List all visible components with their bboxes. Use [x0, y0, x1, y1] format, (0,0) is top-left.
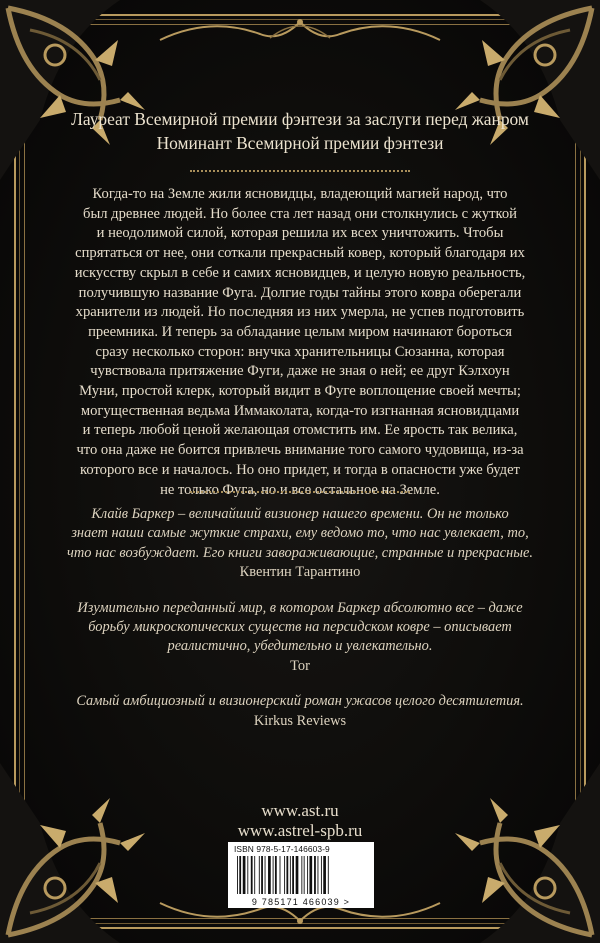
synopsis-line: что она даже не боится привлечь внимание того самого чудовища, из-за: [76, 442, 524, 459]
corner-ornament-icon: [0, 763, 180, 943]
quote-line: реалистично, убедительно и увлекательно.: [167, 638, 433, 655]
quote-line: Клайв Баркер – величайший визионер нашего времени. Он не только: [91, 506, 509, 522]
synopsis-text: [70, 185, 530, 500]
synopsis-line: хранители из людей. Но последняя из них умерла, не успев подготовить: [75, 304, 525, 321]
synopsis-line: сразу несколько сторон: внучка хранительницы Сюзанна, которая: [95, 343, 505, 360]
synopsis-line: получившую название Фуга. Долгие годы тайны этого ковра оберегали: [78, 284, 522, 301]
website-link[interactable]: www.astrel-spb.ru: [237, 821, 363, 840]
synopsis-line: был древнее людей. Но более ста лет назад они столкнулись с жуткой: [83, 205, 517, 222]
quote-attribution: Tor: [290, 657, 310, 674]
quote-attribution: Kirkus Reviews: [253, 712, 347, 729]
synopsis-line: Когда-то на Земле жили ясновидцы, владеющий магией народ, что: [92, 186, 508, 202]
quote-line: Изумительно переданный мир, в котором Баркер абсолютно все – даже: [77, 599, 523, 616]
synopsis-line: могущественная ведьма Иммаколата, когда-то изгнанная ясновидцами: [80, 402, 520, 419]
quote-line: что нас возбуждает. Его книги завораживающие, странные и прекрасные.: [67, 544, 533, 561]
synopsis-line: спрятаться от нее, они соткали прекрасный ковер, который благодаря их: [75, 245, 525, 262]
synopsis-line: и неодолимой силой, которая решила их всех уничтожить. Чтобы: [96, 225, 504, 242]
website-link[interactable]: www.ast.ru: [261, 801, 339, 820]
synopsis-line: искусству скрыл в себе и самих ясновидцев, и целую новую реальность,: [74, 264, 526, 281]
quote-attribution: Квентин Тарантино: [239, 564, 361, 581]
dotted-divider: [190, 170, 410, 178]
review-quote: [52, 505, 548, 563]
quote-line: знает наши самые жуткие страхи, ему ведомо то, что нас увлекает, то,: [71, 525, 529, 542]
synopsis-line: Муни, простой клерк, который видит в Фуге воплощение своей мечты;: [79, 383, 521, 400]
isbn-text: ISBN 978-5-17-146603-9: [234, 844, 330, 854]
quote-line: борьбу микроскопических существ на персидском ковре – описывает: [88, 619, 512, 636]
award-line: Номинант Всемирной премии фэнтези: [156, 133, 444, 153]
dotted-divider: [190, 491, 410, 499]
award-line: Лауреат Всемирной премии фэнтези за заслуги перед жанром: [71, 109, 529, 129]
synopsis-line: преемника. И теперь за обладание целым миром начинают бороться: [88, 323, 512, 340]
barcode-panel: [228, 842, 374, 908]
barcode-digits: 9 785171 466039 >: [251, 897, 351, 907]
review-quote: [52, 599, 548, 657]
quote-line: Самый амбициозный и визионерский роман ужасов целого десятилетия.: [76, 693, 524, 710]
awards-block: [60, 107, 540, 155]
synopsis-line: и теперь любой ценой желающая отомстить им. Ее ярость так велика,: [82, 422, 518, 439]
review-quotes: [52, 505, 548, 747]
publisher-websites: [0, 801, 600, 841]
synopsis-line: чувствовала притяжение Фуги, даже не зная о ней; ее друг Кэлхоун: [90, 363, 510, 380]
synopsis-line: не только Фуга, но и все остальное на Земле.: [160, 481, 440, 498]
top-flourish-icon: [150, 12, 450, 52]
barcode-icon: [237, 856, 365, 894]
synopsis-line: которого все и началось. Но оно придет, и тогда в опасности уже будет: [80, 461, 520, 478]
corner-ornament-icon: [420, 763, 600, 943]
review-quote: [52, 692, 548, 711]
